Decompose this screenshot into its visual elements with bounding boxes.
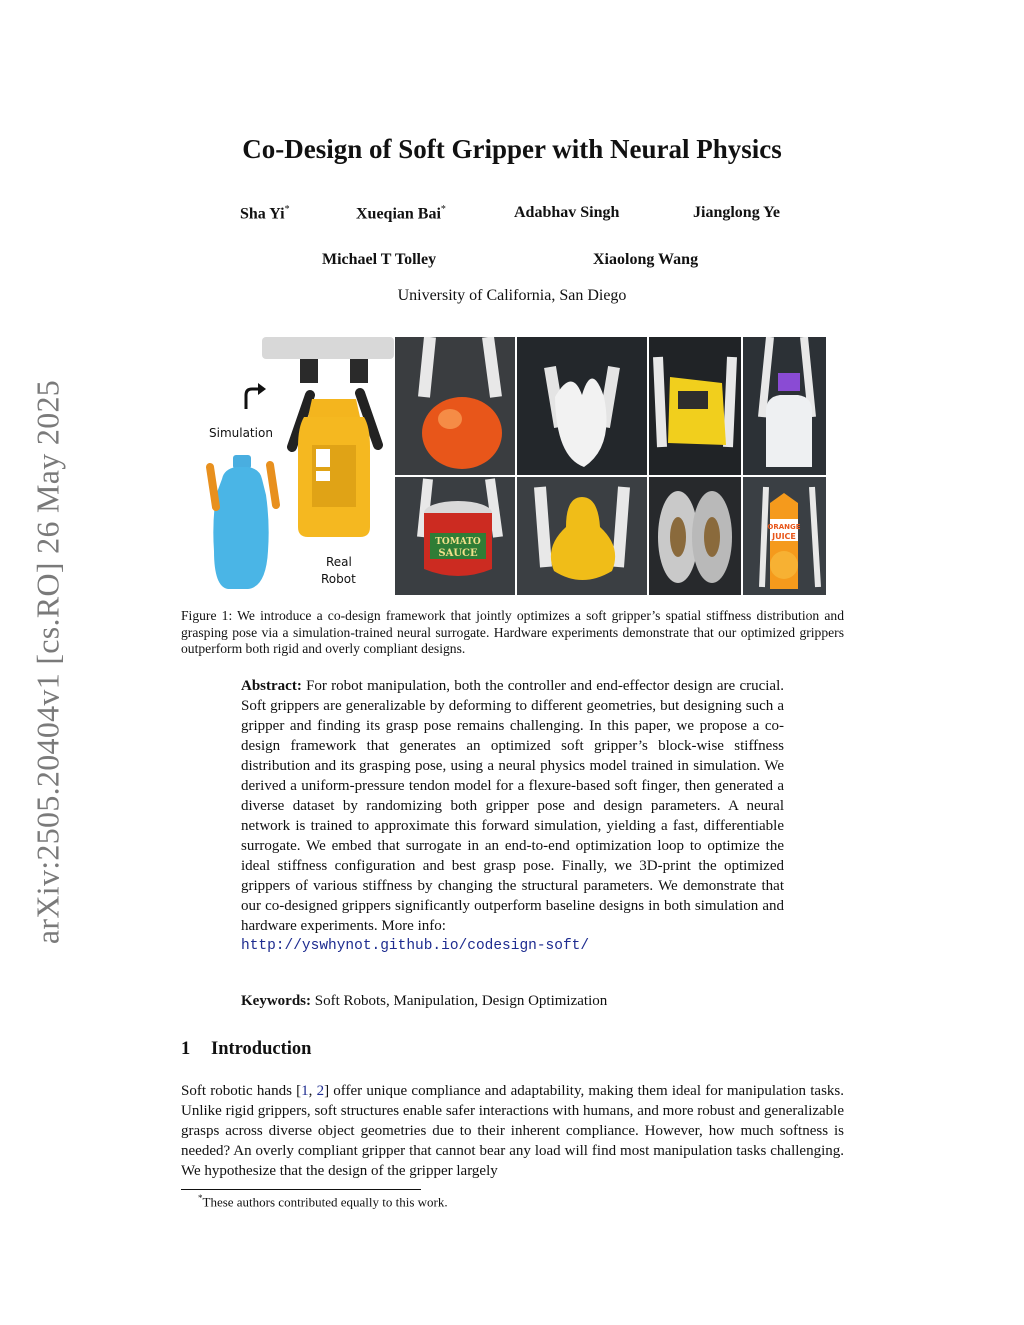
abstract-label: Abstract: <box>241 678 302 694</box>
mustard-bottle <box>292 383 378 537</box>
citation-2[interactable]: 2 <box>316 1083 325 1099</box>
photo-tomato-sauce <box>395 477 515 595</box>
keywords-text: Soft Robots, Manipulation, Design Optimization <box>314 993 608 1009</box>
left-panel <box>200 337 394 595</box>
affiliation: University of California, San Diego <box>397 287 627 304</box>
sauce-label-line2: SAUCE <box>438 548 478 559</box>
section-number: 1 <box>181 1039 191 1059</box>
photo-mango <box>395 337 515 475</box>
juice-label-line1: ORANGE <box>767 523 801 531</box>
section-heading <box>181 1039 311 1060</box>
juice-label-line2: JUICE <box>772 532 796 541</box>
photo-toy-car <box>649 337 741 475</box>
label-real: Real <box>326 555 352 569</box>
abstract-text: For robot manipulation, both the controller and end-effector design are crucial. Soft grippers are generalizable by deforming to different geometries, but designing such a gripper and finding its grasp pose remains challenging. In this paper, we propose a co-design framework that generates an optimized soft gripper’s block-wise stiffness distribution and its grasping pose, using a neural physics model trained in simulation. We derived a uniform-pressure tendon model for a flexure-based soft finger, then generated a diverse dataset by randomizing both gripper pose and design parameters. A neural network is trained to approximate this forward simulation, yielding a fast, differentiable surrogate. We embed that surrogate in an end-to-end optimization loop to optimize the ideal stiffness configuration and best grasp pose. Finally, we 3D-print the optimized grippers of various stiffness by changing the structural parameters. We demonstrate that our co-designed grippers significantly outperform baseline designs in both simulation and hardware experiments. More info: <box>241 678 785 934</box>
intro-paragraph: Soft robotic hands [1, 2] offer unique compliance and adaptability, making them ideal for manipulation tasks. Unlike rigid grippers, soft structures enable safer interactions with humans, and more robust and generalizable grasps across diverse object geometries due to their inherent compliance. However, how much softness is needed? An overly compliant gripper that cannot bear any load will find most manipulation tasks challenging. We hypothesize that the design of the gripper largely <box>181 1083 845 1179</box>
photo-bunny <box>517 337 647 475</box>
keywords <box>241 993 607 1010</box>
photo-orange-juice <box>743 477 826 595</box>
author-4: Jianglong Ye <box>693 204 780 221</box>
arxiv-identifier: arXiv:2505.20404v1 [cs.RO] 26 May 2025 <box>29 379 66 945</box>
keywords-label: Keywords: <box>241 993 311 1009</box>
sauce-label-line1: TOMATO <box>435 537 481 547</box>
section-title: Introduction <box>211 1039 312 1059</box>
abstract <box>241 676 784 956</box>
figure-caption: Figure 1: We introduce a co-design framework that jointly optimizes a soft gripper’s spatial stiffness distribution and grasping pose via a simulation-trained neural surrogate. Hardware experiments demonstrate that our optimized grippers outperform both rigid and overly compliant designs. <box>181 608 844 656</box>
label-robot: Robot <box>321 572 356 586</box>
figure-1 <box>200 337 826 595</box>
author-6: Xiaolong Wang <box>593 251 699 268</box>
author-3: Adabhav Singh <box>514 204 620 221</box>
project-link[interactable]: http://yswhynot.github.io/codesign-soft/ <box>241 938 590 954</box>
photo-spray-bottle <box>743 337 826 475</box>
author-1: Sha Yi* <box>240 204 290 223</box>
citation-1[interactable]: 1 <box>301 1083 309 1099</box>
label-simulation: Simulation <box>209 426 273 440</box>
paper-title: Co-Design of Soft Gripper with Neural Physics <box>242 134 782 164</box>
footnote-rule <box>181 1189 421 1190</box>
photo-tape-rolls <box>649 477 741 595</box>
author-2: Xueqian Bai* <box>356 204 446 223</box>
footnote: *These authors contributed equally to this work. <box>198 1193 448 1210</box>
author-5: Michael T Tolley <box>322 251 437 268</box>
photo-pear <box>517 477 647 595</box>
